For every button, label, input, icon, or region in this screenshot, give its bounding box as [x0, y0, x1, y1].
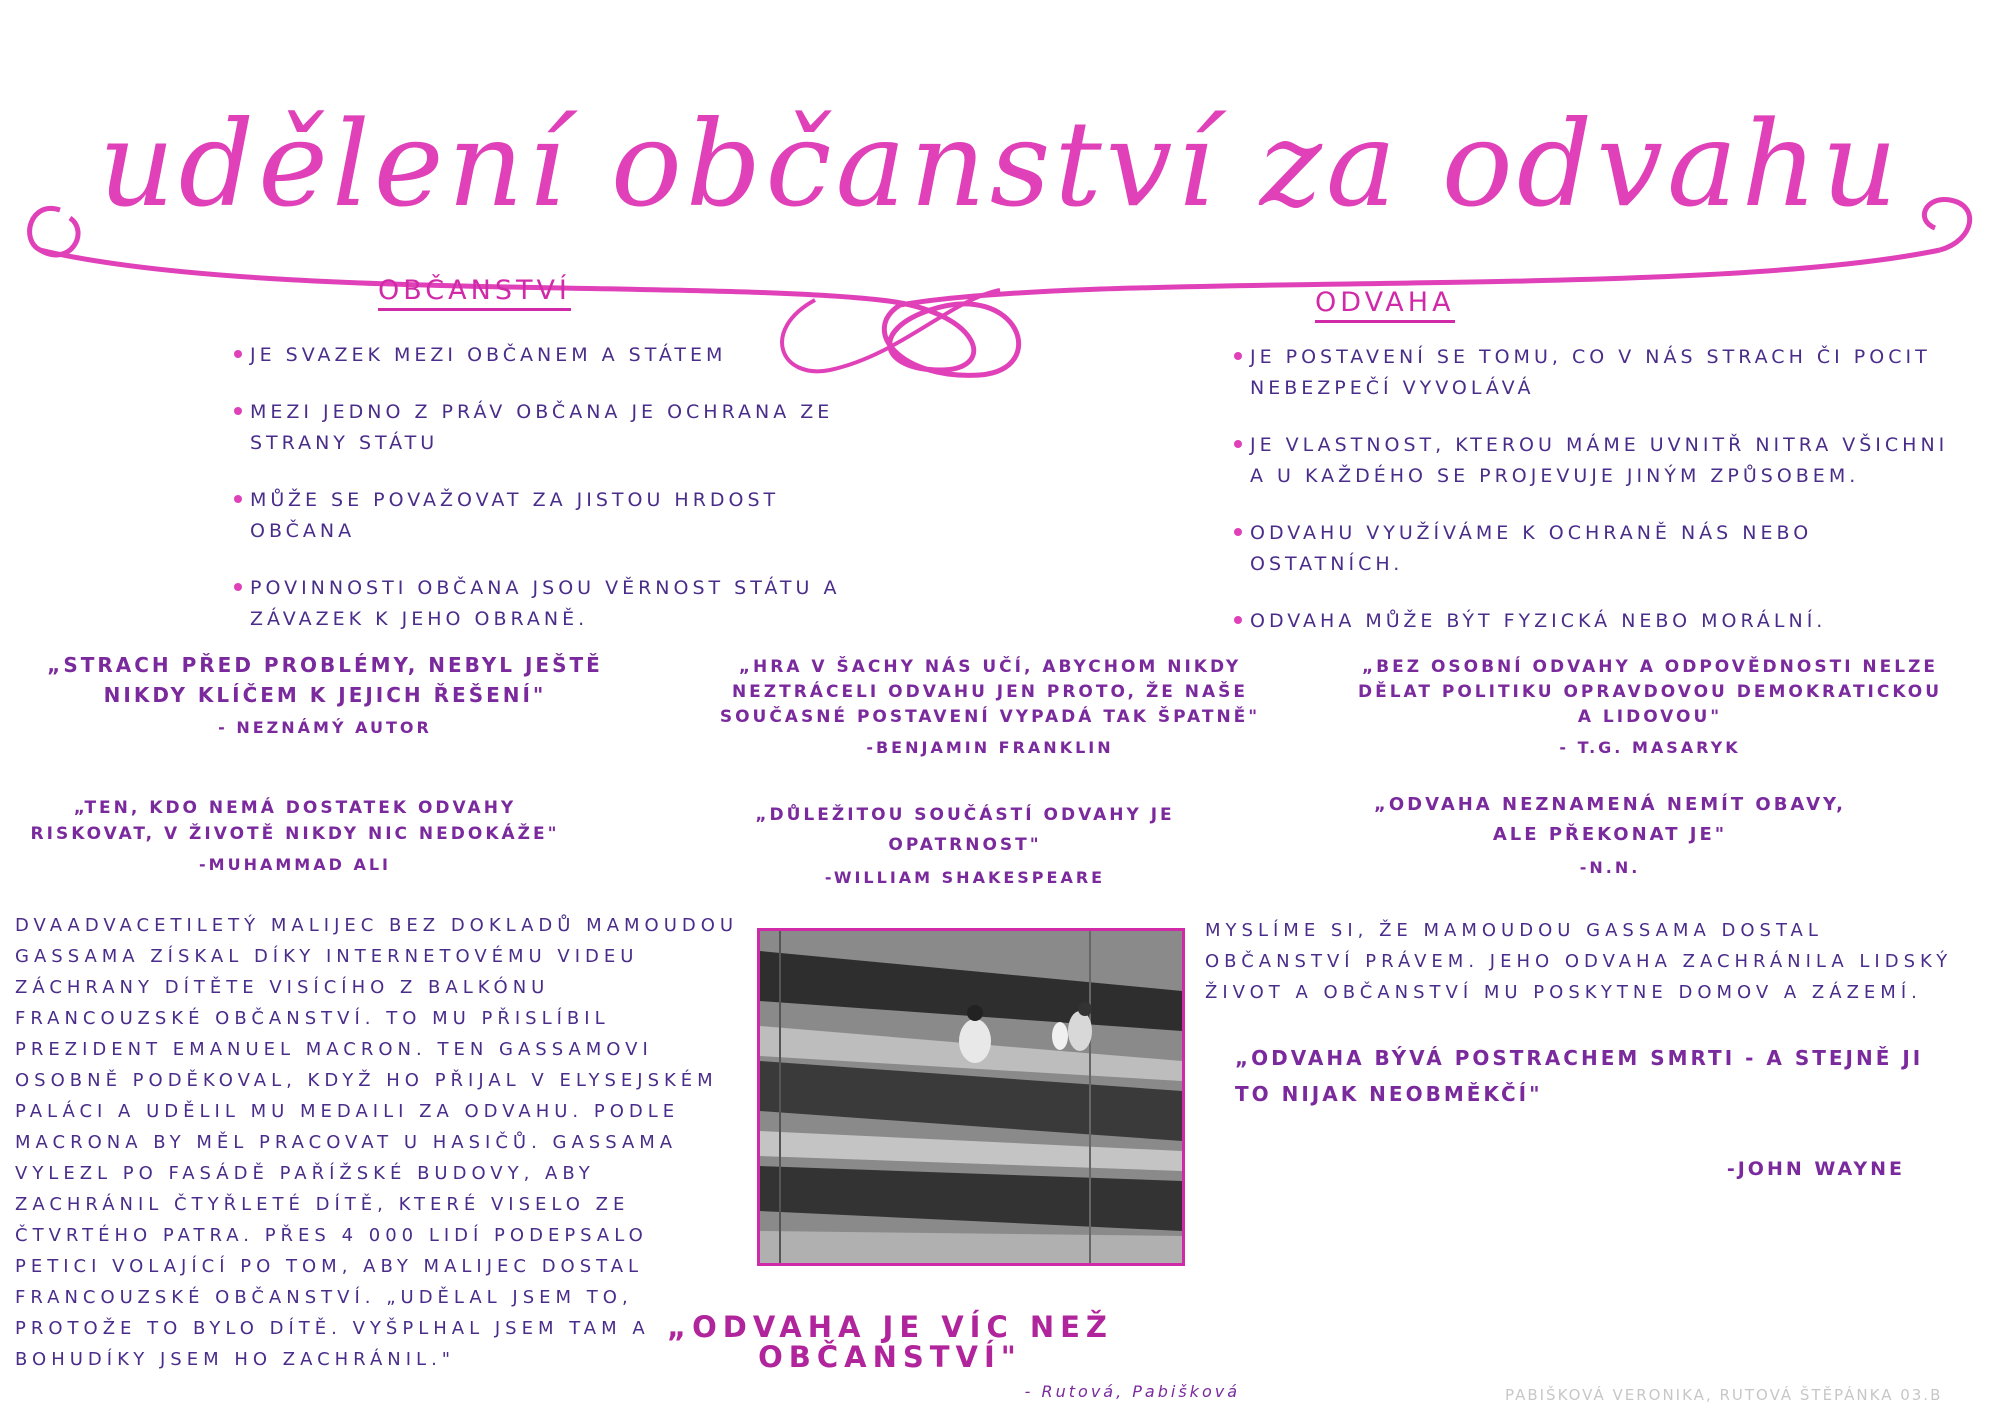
- quote-text: „TEN, KDO NEMÁ DOSTATEK ODVAHY RISKOVAT, V ŽIVOTĚ NIKDY NIC NEDOKÁŽE": [30, 798, 560, 844]
- list-item: ODVAHA MŮŽE BÝT FYZICKÁ NEBO MORÁLNÍ.: [1250, 606, 1950, 637]
- quote-franklin: [700, 655, 1280, 757]
- list-item: JE VLASTNOST, KTEROU MÁME UVNITŘ NITRA VŠICHNI A U KAŽDÉHO SE PROJEVUJE JINÝM ZPŮSOBEM.: [1250, 430, 1950, 492]
- authors-footer: PABIŠKOVÁ VERONIKA, RUTOVÁ ŠTĚPÁNKA 03.B: [1505, 1386, 1943, 1404]
- quote-author: - T.G. MASARYK: [1559, 738, 1741, 757]
- rescue-photo: [757, 928, 1185, 1266]
- obcanstvi-heading: OBČANSTVÍ: [378, 275, 571, 311]
- bullet-dot-icon: [1234, 528, 1242, 536]
- bullet-dot-icon: [1234, 440, 1242, 448]
- bullet-dot-icon: [234, 583, 242, 591]
- list-item: POVINNOSTI OBČANA JSOU VĚRNOST STÁTU A ZÁVAZEK K JEHO OBRANĚ.: [250, 573, 870, 635]
- quote-text: „ODVAHA BÝVÁ POSTRACHEM SMRTI - A STEJNĚ JI TO NIJAK NEOBMĚKČÍ": [1235, 1046, 1924, 1106]
- quote-author: -MUHAMMAD ALI: [199, 855, 391, 874]
- list-item: MEZI JEDNO Z PRÁV OBČANA JE OCHRANA ZE STRANY STÁTU: [250, 397, 870, 459]
- quote-author: -WILLIAM SHAKESPEARE: [824, 868, 1106, 887]
- bullet-dot-icon: [1234, 616, 1242, 624]
- quote-author: -JOHN WAYNE: [1726, 1158, 1905, 1180]
- quote-text: „STRACH PŘED PROBLÉMY, NEBYL JEŠTĚ NIKDY KLÍČEM K JEJICH ŘEŠENÍ": [47, 653, 603, 707]
- list-item: JE POSTAVENÍ SE TOMU, CO V NÁS STRACH ČI POCIT NEBEZPEČÍ VYVOLÁVÁ: [1250, 342, 1950, 404]
- quote-unknown-author: [45, 650, 605, 737]
- quote-text: „ODVAHA NEZNAMENÁ NEMÍT OBAVY, ALE PŘEKONAT JE": [1374, 794, 1846, 845]
- authors-opinion-paragraph: MYSLÍME SI, ŽE MAMOUDOU GASSAMA DOSTAL OBČANSTVÍ PRÁVEM. JEHO ODVAHA ZACHRÁNILA LIDSKÝ ŽIVOT A OBČANSTVÍ MU POSKYTNE DOMOV A ZÁZEMÍ.: [1205, 920, 1953, 1003]
- page-title: udělení občanství za odvahu: [98, 95, 1902, 233]
- list-item: ODVAHU VYUŽÍVÁME K OCHRANĚ NÁS NEBO OSTATNÍCH.: [1250, 518, 1950, 580]
- quote-john-wayne: [1235, 1040, 1955, 1180]
- quote-author: -BENJAMIN FRANKLIN: [866, 738, 1114, 757]
- quote-text: „HRA V ŠACHY NÁS UČÍ, ABYCHOM NIKDY NEZTRÁCELI ODVAHU JEN PROTO, ŽE NAŠE SOUČASNÉ POSTAVENÍ VYPADÁ TAK ŠPATNĚ": [719, 657, 1261, 727]
- list-item: JE SVAZEK MEZI OBČANEM A STÁTEM: [250, 340, 870, 371]
- building-facade-image: [760, 931, 1182, 1263]
- bullet-dot-icon: [234, 350, 242, 358]
- gassama-story-paragraph: DVAADVACETILETÝ MALIJEC BEZ DOKLADŮ MAMOUDOU GASSAMA ZÍSKAL DÍKY INTERNETOVÉMU VIDEU ZÁCHRANY DÍTĚTE VISÍCÍHO Z BALKÓNU FRANCOUZSKÉ OBČANSTVÍ. TO MU PŘISLÍBIL PREZIDENT EMANUEL MACRON. TEN GASSAMOVI OSOBNĚ PODĚKOVAL, KDYŽ HO PŘIJAL V ELYSEJSKÉM PALÁCI A UDĚLIL MU MEDAILI ZA ODVAHU. PODLE MACRONA BY MĚL PRACOVAT U HASIČŮ. GASSAMA VYLEZL PO FASÁDĚ PAŘÍŽSKÉ BUDOVY, ABY ZACHRÁNIL ČTYŘLETÉ DÍTĚ, KTERÉ VISELO ZE ČTVRTÉHO PATRA. PŘES 4 000 LIDÍ PODEPSALO PETICI VOLAJÍCÍ PO TOM, ABY MALIJEC DOSTAL FRANCOUZSKÉ OBČANSTVÍ. „UDĚLAL JSEM TO, PROTOŽE TO BYLO DÍTĚ. VYŠPLHAL JSEM TAM A BOHUDÍKY JSEM HO ZACHRÁNIL.": [15, 915, 739, 1370]
- quote-text: „ODVAHA JE VÍC NEŽ OBČANSTVÍ": [667, 1310, 1113, 1374]
- quote-author: -N.N.: [1579, 858, 1641, 877]
- closing-quote: [540, 1312, 1240, 1401]
- bullet-dot-icon: [234, 495, 242, 503]
- quote-muhammad-ali: [25, 795, 565, 874]
- odvaha-heading: ODVAHA: [1315, 287, 1455, 323]
- obcanstvi-bullet-list: [250, 340, 870, 661]
- quote-shakespeare: [690, 800, 1240, 887]
- quote-masaryk: [1355, 655, 1945, 757]
- quote-nn: [1350, 790, 1870, 877]
- quote-author: - Rutová, Pabišková: [1024, 1382, 1240, 1401]
- quote-text: „DŮLEŽITOU SOUČÁSTÍ ODVAHY JE OPATRNOST": [755, 805, 1175, 855]
- odvaha-bullet-list: [1250, 342, 1950, 663]
- bullet-dot-icon: [1234, 352, 1242, 360]
- list-item: MŮŽE SE POVAŽOVAT ZA JISTOU HRDOST OBČANA: [250, 485, 870, 547]
- quote-author: - NEZNÁMÝ AUTOR: [218, 718, 432, 737]
- bullet-dot-icon: [234, 407, 242, 415]
- quote-text: „BEZ OSOBNÍ ODVAHY A ODPOVĚDNOSTI NELZE DĚLAT POLITIKU OPRAVDOVOU DEMOKRATICKOU A LIDOVOU": [1357, 657, 1943, 727]
